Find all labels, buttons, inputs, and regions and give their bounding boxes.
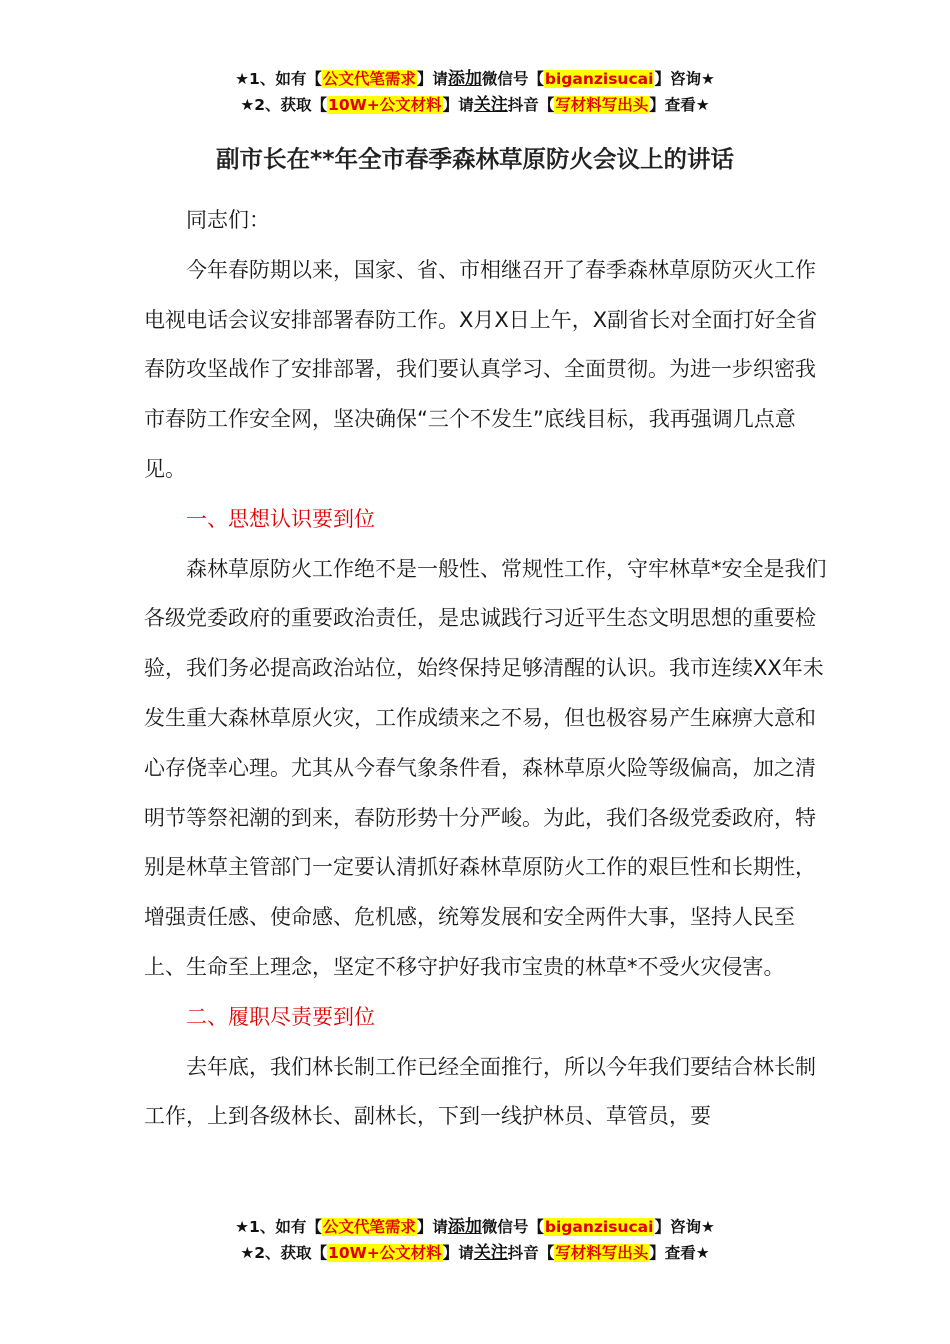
paragraph: 森林草原防火工作绝不是一般性、常规性工作，守牢林草*安全是我们各级党委政府的重要政治责任，是忠诚践行习近平生态文明思想的重要检验，我们务必提高政治站位，始终保持足够清醒的认识。我市连续XX年未发生重大森林草原火灾，工作成绩来之不易，但也极容易产生麻痹大意和心存侥幸心理。尤其从今春气象条件看，森林草原火险等级偏高，加之清明节等祭祀潮的到来，春防形势十分严峻。为此，我们各级党委政府，特别是林草主管部门一定要认清抓好森林草原防火工作的艰巨性和长期性，增强责任感、使命感、危机感，统筹发展和安全两件大事，坚持人民至上、生命至上理念，坚定不移守护好我市宝贵的林草*不受火灾侵害。 <box>144 556 827 979</box>
banner-text: 】查看★ <box>649 1244 710 1262</box>
banner-line-1 <box>0 1214 950 1240</box>
banner-text: 】请 <box>416 70 448 88</box>
banner-text: ★1、如有【 <box>235 70 322 88</box>
banner-emphasis: 添加 <box>447 1217 482 1237</box>
banner-text: ★2、获取【 <box>240 96 328 114</box>
salutation: 同志们： <box>186 208 270 232</box>
banner-text: 】查看★ <box>649 96 710 114</box>
banner-text: 】请 <box>416 1218 448 1236</box>
banner-emphasis: 添加 <box>447 69 482 89</box>
banner-highlight: 写材料写出头 <box>555 1244 649 1262</box>
banner-line-1 <box>0 66 950 92</box>
banner-highlight: biganzisucai <box>544 1218 654 1236</box>
banner-highlight: 10W+公文材料 <box>328 96 442 114</box>
banner-line-2 <box>0 1240 950 1266</box>
banner-text: 微信号【 <box>481 70 544 88</box>
banner-text: 抖音【 <box>507 96 555 114</box>
banner-text: 】咨询★ <box>654 70 715 88</box>
banner-highlight: 10W+公文材料 <box>328 1244 442 1262</box>
paragraph: 今年春防期以来，国家、省、市相继召开了春季森林草原防灭火工作电视电话会议安排部署春防工作。X月X日上午，X副省长对全面打好全省春防攻坚战作了安排部署，我们要认真学习、全面贯彻。为进一步织密我市春防工作安全网，坚决确保“三个不发生”底线目标，我再强调几点意见。 <box>144 257 818 481</box>
banner-text: 】咨询★ <box>654 1218 715 1236</box>
document-body <box>144 196 830 1142</box>
footer-banner <box>0 1214 950 1266</box>
banner-text: 】请 <box>442 1244 474 1262</box>
banner-text: 】请 <box>442 96 474 114</box>
banner-text: 微信号【 <box>481 1218 544 1236</box>
banner-text: ★1、如有【 <box>235 1218 322 1236</box>
banner-text: 抖音【 <box>507 1244 555 1262</box>
banner-text: ★2、获取【 <box>240 1244 328 1262</box>
banner-emphasis: 关注 <box>473 1243 508 1263</box>
banner-highlight: 写材料写出头 <box>555 96 649 114</box>
banner-line-2 <box>0 92 950 118</box>
section-heading: 一、思想认识要到位 <box>186 506 375 531</box>
header-banner <box>0 66 950 118</box>
banner-highlight: 公文代笔需求 <box>322 1218 416 1236</box>
section-heading: 二、履职尽责要到位 <box>186 1004 375 1029</box>
banner-highlight: biganzisucai <box>544 70 654 88</box>
document-title: 副市长在**年全市春季森林草原防火会议上的讲话 <box>215 145 735 173</box>
banner-highlight: 公文代笔需求 <box>322 70 416 88</box>
banner-emphasis: 关注 <box>473 95 508 115</box>
paragraph: 去年底，我们林长制工作已经全面推行，所以今年我们要结合林长制工作，上到各级林长、副林长，下到一线护林员、草管员，要 <box>144 1054 816 1129</box>
